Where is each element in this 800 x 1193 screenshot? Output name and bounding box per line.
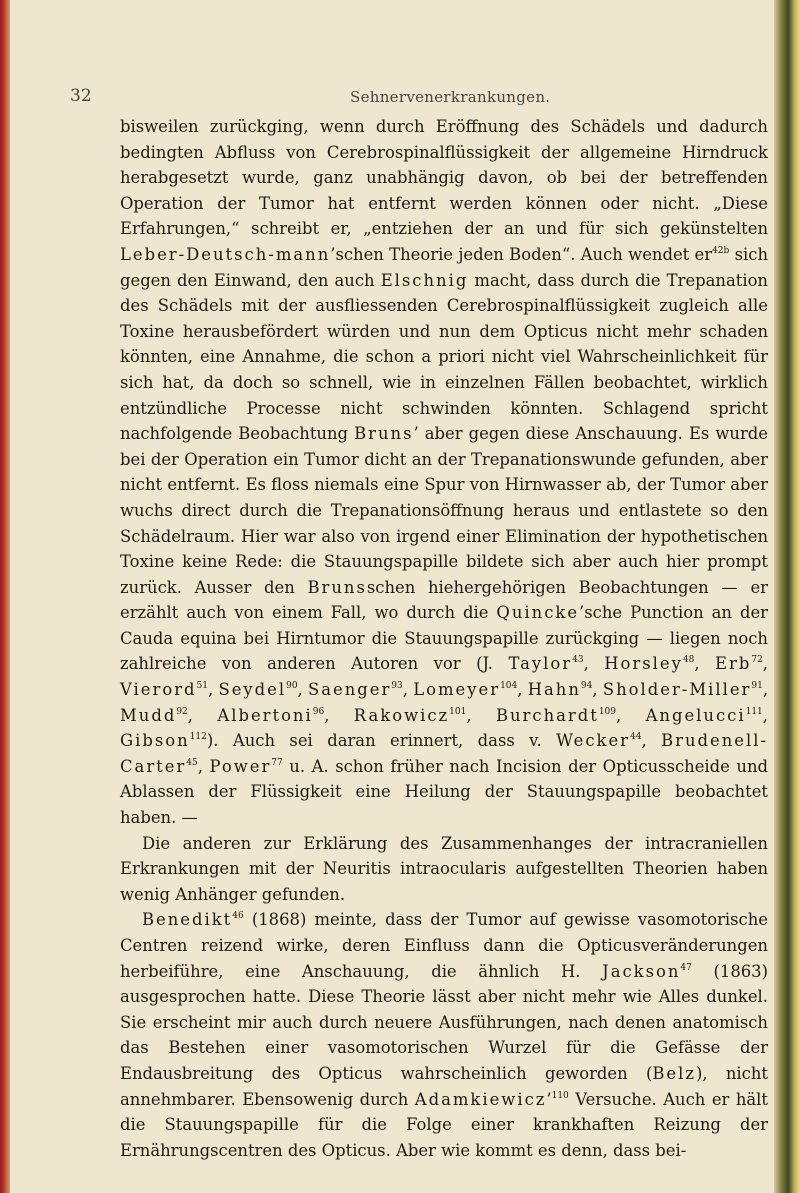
- text-run: ,: [402, 680, 414, 700]
- text-run: ,: [762, 705, 768, 725]
- footnote-reference: 44: [630, 732, 642, 743]
- footnote-reference: 93: [391, 681, 403, 692]
- author-name: Quincke: [496, 603, 580, 623]
- text-run: ,: [592, 680, 603, 700]
- footnote-reference: 111: [745, 706, 763, 717]
- footnote-reference: 96: [312, 706, 325, 717]
- footnote-reference: 77: [271, 757, 283, 768]
- text-run: ,: [207, 680, 219, 700]
- footnote-reference: 94: [580, 681, 593, 692]
- text-run: ,: [583, 654, 605, 674]
- author-name: Horsley: [604, 654, 683, 674]
- footnote-reference: 46: [232, 911, 244, 922]
- paragraph: [120, 831, 768, 908]
- footnote-reference: 90: [286, 681, 298, 692]
- text-run: sich gegen den Einwand, den auch: [120, 244, 768, 290]
- text-run: macht, dass durch die Trepanation des Schädels mit der ausfliessenden Cerebrospinalflüssigkeit zugleich alle Toxine herausbefördert würden und nun dem Opticus nicht mehr schaden könnten, eine Annahme, die schon a priori nicht viel Wahrscheinlichkeit für sich hat, da doch so schnell, wie in einzelnen Fällen beobachtet, wirklich entzündliche Processe nicht schwinden könnten. Schlagend spricht nachfolgende Beobachtung: [120, 270, 768, 444]
- author-name: Elschnig: [380, 270, 469, 290]
- author-name: Brudenell-Carter: [120, 731, 769, 776]
- author-name: Power: [209, 756, 272, 776]
- footnote-reference: 45: [186, 757, 198, 768]
- text-run: ,: [694, 654, 716, 674]
- author-name: Vierord: [120, 680, 197, 700]
- text-run: ,: [762, 680, 769, 700]
- author-name: Rakowicz: [353, 705, 450, 725]
- author-name: Taylor: [508, 654, 573, 674]
- author-name: Mudd: [120, 705, 177, 725]
- author-name: Benedikt: [142, 910, 233, 930]
- author-name: Burchardt: [495, 705, 599, 725]
- author-name: Angelucci: [645, 705, 746, 725]
- text-run: ,: [466, 705, 496, 725]
- footnote-reference: 109: [598, 706, 616, 717]
- page-number: 32: [70, 86, 92, 106]
- footnote-reference: 43: [572, 655, 584, 666]
- footnote-reference: 104: [500, 681, 518, 692]
- text-run: ). Auch sei daran erinnert, dass v.: [206, 731, 557, 751]
- text-run: ’ aber gegen diese Anschauung. Es wurde bei der Operation ein Tumor dicht an der Trepanationswunde gefunden, aber nicht entfernt. Es floss niemals eine Spur von Hirnwasser ab, der Tumor aber wuchs direct durch die Trepanationsöffnung heraus und entlastete so den Schädelraum. Hier war also von irgend einer Elimination der hypothetischen Toxine keine Rede: die Stauungspapille bildete sich aber auch hier prompt zurück. Ausser den: [120, 424, 768, 597]
- author-name: Sholder-Miller: [602, 680, 752, 700]
- text-run: u. A. schon früher nach Incision der Opticusscheide und Ablassen der Flüssigkeit eine Heilung der Stauungspapille beobachtet haben. —: [120, 756, 768, 828]
- text-run: ’: [546, 1089, 552, 1109]
- footnote-reference: 47: [680, 962, 692, 973]
- body-text: [120, 114, 768, 1163]
- footnote-reference: 51: [196, 681, 208, 692]
- author-name: Lomeyer: [413, 680, 501, 700]
- text-run: ’schen Theorie jeden Boden“. Auch wendet er: [330, 244, 713, 264]
- text-run: ’sche Punction an der Cauda equina bei Hirntumor die Stauungspapille zurückging — liegen noch zahlreiche von anderen Autoren vor (J.: [120, 603, 768, 674]
- footnote-reference: 92: [176, 706, 188, 717]
- text-run: ,: [616, 705, 646, 725]
- author-name: Hahn: [527, 680, 581, 700]
- author-name: Albertoni: [217, 705, 313, 725]
- footnote-reference: 110: [551, 1090, 569, 1101]
- author-name: Erb: [715, 654, 752, 674]
- footnote-reference: 112: [189, 732, 207, 743]
- footnote-reference: 91: [751, 681, 763, 692]
- author-name: Leber-Deutsch-mann: [120, 244, 331, 264]
- page-header: [70, 86, 770, 110]
- running-title: Sehnervenerkrankungen.: [350, 88, 551, 106]
- text-run: ,: [517, 680, 528, 700]
- footnote-reference: 72: [751, 655, 763, 666]
- author-name: Jackson: [602, 961, 681, 981]
- book-edge-right: [774, 0, 800, 1193]
- author-name: Gibson: [120, 731, 190, 751]
- text-run: ,: [197, 756, 210, 776]
- text-run: ), nicht annehmbarer. Ebensowenig durch: [120, 1063, 768, 1109]
- author-name: Wecker: [556, 731, 630, 751]
- author-name: Bruns: [354, 424, 414, 444]
- text-run: ,: [187, 705, 218, 725]
- author-name: Belz: [652, 1063, 696, 1083]
- text-run: ,: [324, 705, 354, 725]
- text-run: ,: [297, 680, 309, 700]
- footnote-reference: 101: [449, 706, 467, 717]
- footnote-reference: 48: [682, 655, 695, 666]
- text-run: (1863) ausgesprochen hatte. Diese Theorie lässt aber nicht mehr wie Alles dunkel. Sie erscheint mir auch durch neuere Ausführungen, nach denen anatomisch das Bestehen einer vasomotorischen Wurzel für die Gefässe der Endausbreitung des Opticus wahrscheinlich geworden (: [120, 961, 769, 1083]
- paragraph: [120, 114, 768, 831]
- text-run: bisweilen zurückging, wenn durch Eröffnung des Schädels und dadurch bedingten Abfluss von Cerebrospinalflüssigkeit der allgemeine Hirndruck herabgesetzt wurde, ganz unabhängig davon, ob bei der betreffenden Operation der Tumor hat entfernt werden können oder nicht. „Diese Erfahrungen,“ schreibt er, „entziehen der an und für sich gekünstelten: [120, 117, 768, 239]
- author-name: Bruns: [307, 577, 367, 597]
- author-name: Adamkiewicz: [414, 1089, 547, 1109]
- author-name: Seydel: [218, 680, 287, 700]
- author-name: Saenger: [308, 680, 392, 700]
- text-run: Die anderen zur Erklärung des Zusammenhanges der intracraniellen Erkrankungen mit der Neuritis intraocularis aufgestellten Theorien haben wenig Anhänger gefunden.: [120, 833, 768, 904]
- text-run: ,: [762, 654, 769, 674]
- text-run: (1868) meinte, dass der Tumor auf gewisse vasomotorische Centren reizend wirke, deren Einfluss dann die Opticusveränderungen herbeiführe, eine Anschauung, die ähnlich H.: [120, 910, 768, 981]
- text-run: ,: [641, 731, 662, 751]
- paragraph: [120, 907, 768, 1163]
- text-run: Versuche. Auch er hält die Stauungspapille für die Folge einer krankhaften Reizung der Ernährungscentren des Opticus. Aber wie kommt es denn, dass bei-: [120, 1089, 768, 1160]
- footnote-reference: 42b: [712, 245, 730, 256]
- book-edge-left: [0, 0, 10, 1193]
- text-run: schen hiehergehörigen Beobachtungen — er erzählt auch von einem Fall, wo durch die: [120, 577, 768, 623]
